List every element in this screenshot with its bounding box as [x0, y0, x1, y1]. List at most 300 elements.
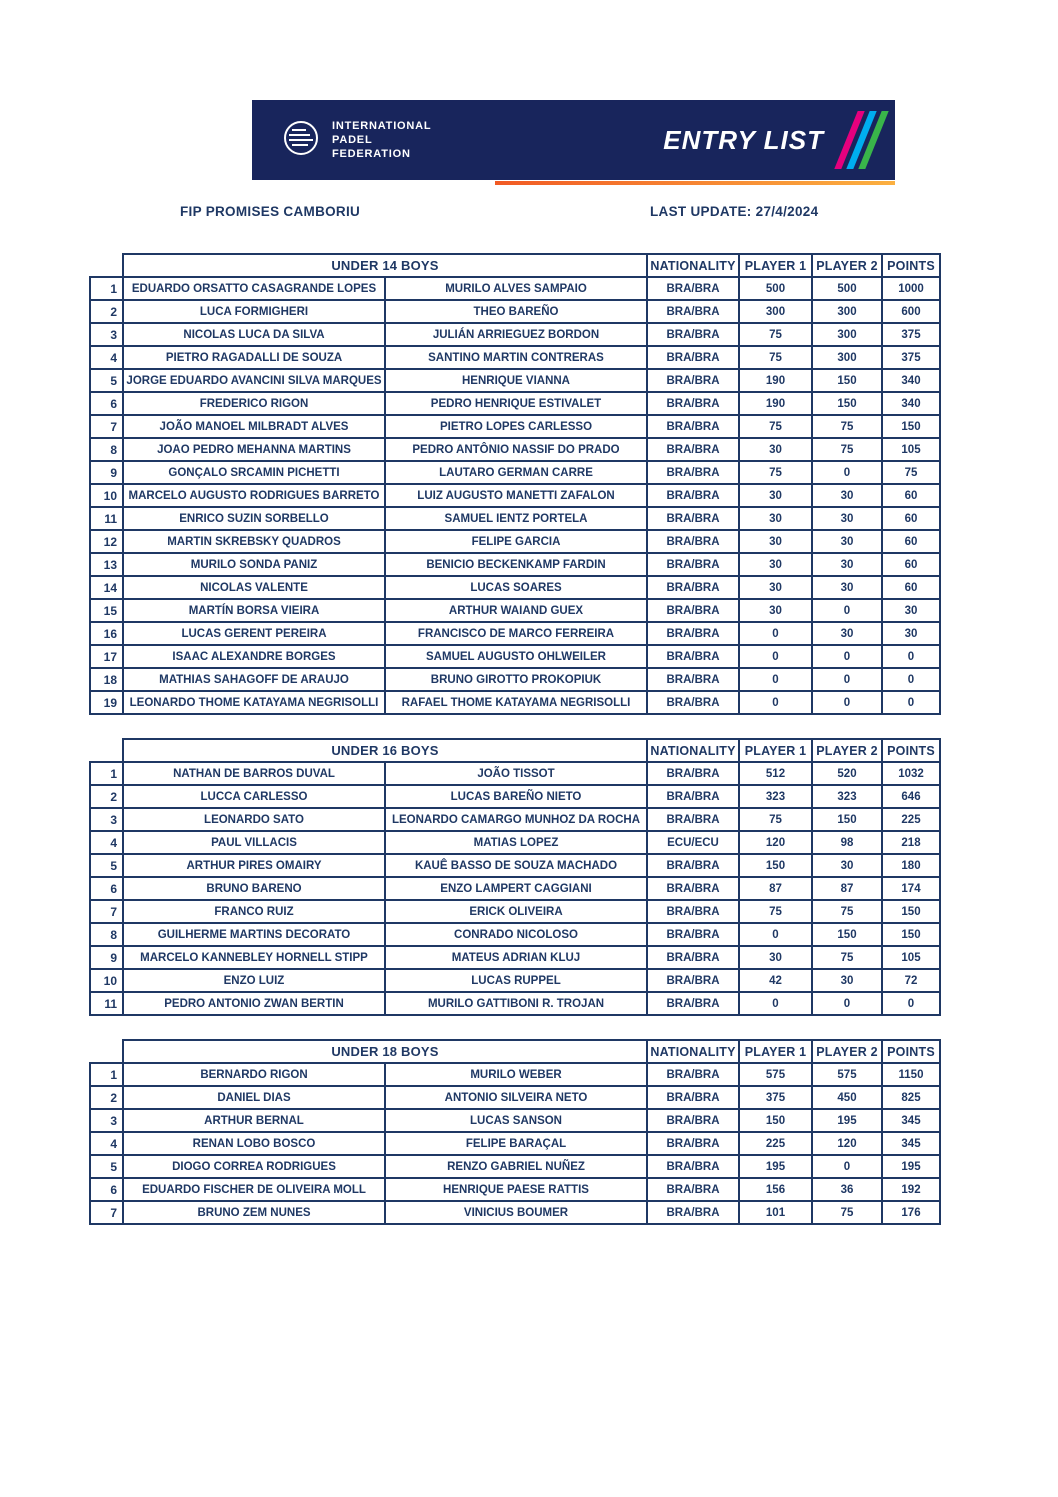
rank-cell: 15 — [90, 599, 123, 622]
rank-cell: 7 — [90, 415, 123, 438]
points-cell: 1150 — [882, 1063, 940, 1086]
col-player1: PLAYER 1 — [739, 254, 812, 277]
table-header-row — [90, 739, 940, 762]
player1-points-cell: 0 — [739, 923, 812, 946]
player2-points-cell: 75 — [812, 415, 882, 438]
nationality-cell: BRA/BRA — [647, 691, 739, 714]
player1-points-cell: 512 — [739, 762, 812, 785]
player1-points-cell: 0 — [739, 668, 812, 691]
player1-points-cell: 30 — [739, 530, 812, 553]
table-row — [90, 923, 940, 946]
table-row — [90, 576, 940, 599]
player2-name-cell: BENICIO BECKENKAMP FARDIN — [385, 553, 647, 576]
points-cell: 646 — [882, 785, 940, 808]
player2-name-cell: ARTHUR WAIAND GUEX — [385, 599, 647, 622]
points-cell: 192 — [882, 1178, 940, 1201]
table-row — [90, 900, 940, 923]
nationality-cell: BRA/BRA — [647, 1178, 739, 1201]
table-row — [90, 369, 940, 392]
rank-cell: 12 — [90, 530, 123, 553]
player2-name-cell: SAMUEL IENTZ PORTELA — [385, 507, 647, 530]
table-row — [90, 1086, 940, 1109]
player2-points-cell: 75 — [812, 438, 882, 461]
rank-cell: 18 — [90, 668, 123, 691]
table-row — [90, 622, 940, 645]
player1-name-cell: LUCCA CARLESSO — [123, 785, 385, 808]
player1-points-cell: 225 — [739, 1132, 812, 1155]
table-row — [90, 507, 940, 530]
player1-points-cell: 101 — [739, 1201, 812, 1224]
player2-name-cell: FELIPE BARAÇAL — [385, 1132, 647, 1155]
rank-cell: 11 — [90, 507, 123, 530]
nationality-cell: BRA/BRA — [647, 599, 739, 622]
player2-name-cell: LUCAS RUPPEL — [385, 969, 647, 992]
player2-name-cell: MATEUS ADRIAN KLUJ — [385, 946, 647, 969]
nationality-cell: BRA/BRA — [647, 369, 739, 392]
player2-points-cell: 30 — [812, 484, 882, 507]
player1-points-cell: 30 — [739, 553, 812, 576]
rank-header-spacer — [90, 254, 123, 277]
points-cell: 180 — [882, 854, 940, 877]
player2-name-cell: MURILO ALVES SAMPAIO — [385, 277, 647, 300]
rank-cell: 13 — [90, 553, 123, 576]
nationality-cell: ECU/ECU — [647, 831, 739, 854]
points-cell: 0 — [882, 992, 940, 1015]
rank-header-spacer — [90, 1040, 123, 1063]
rank-cell: 6 — [90, 877, 123, 900]
entry-list-box — [663, 100, 895, 180]
col-player1: PLAYER 1 — [739, 739, 812, 762]
nationality-cell: BRA/BRA — [647, 877, 739, 900]
player2-name-cell: RENZO GABRIEL NUÑEZ — [385, 1155, 647, 1178]
points-cell: 225 — [882, 808, 940, 831]
player2-points-cell: 30 — [812, 576, 882, 599]
meta-row — [0, 204, 1058, 224]
table-row — [90, 1132, 940, 1155]
nationality-cell: BRA/BRA — [647, 1109, 739, 1132]
col-player1: PLAYER 1 — [739, 1040, 812, 1063]
header-banner — [252, 100, 895, 180]
rank-cell: 2 — [90, 300, 123, 323]
table-row — [90, 461, 940, 484]
player1-name-cell: NICOLAS VALENTE — [123, 576, 385, 599]
player1-points-cell: 500 — [739, 277, 812, 300]
nationality-cell: BRA/BRA — [647, 900, 739, 923]
col-player2: PLAYER 2 — [812, 254, 882, 277]
nationality-cell: BRA/BRA — [647, 346, 739, 369]
player2-points-cell: 30 — [812, 969, 882, 992]
nationality-cell: BRA/BRA — [647, 668, 739, 691]
entry-list-title: ENTRY LIST — [663, 124, 824, 155]
player2-name-cell: JOÃO TISSOT — [385, 762, 647, 785]
player2-name-cell: CONRADO NICOLOSO — [385, 923, 647, 946]
table-row — [90, 484, 940, 507]
nationality-cell: BRA/BRA — [647, 854, 739, 877]
table-row — [90, 946, 940, 969]
rank-cell: 7 — [90, 900, 123, 923]
table-row — [90, 323, 940, 346]
rank-cell: 9 — [90, 461, 123, 484]
player1-points-cell: 323 — [739, 785, 812, 808]
table-row — [90, 553, 940, 576]
points-cell: 60 — [882, 553, 940, 576]
points-cell: 150 — [882, 415, 940, 438]
player2-points-cell: 75 — [812, 946, 882, 969]
points-cell: 0 — [882, 691, 940, 714]
player2-name-cell: PEDRO ANTÔNIO NASSIF DO PRADO — [385, 438, 647, 461]
player2-points-cell: 75 — [812, 900, 882, 923]
player2-points-cell: 520 — [812, 762, 882, 785]
table-row — [90, 415, 940, 438]
rank-header-spacer — [90, 739, 123, 762]
player1-points-cell: 0 — [739, 691, 812, 714]
col-player2: PLAYER 2 — [812, 739, 882, 762]
player2-points-cell: 323 — [812, 785, 882, 808]
col-points: POINTS — [882, 254, 940, 277]
player1-points-cell: 190 — [739, 392, 812, 415]
player1-name-cell: ARTHUR PIRES OMAIRY — [123, 854, 385, 877]
nationality-cell: BRA/BRA — [647, 923, 739, 946]
player2-name-cell: RAFAEL THOME KATAYAMA NEGRISOLLI — [385, 691, 647, 714]
table-row — [90, 1155, 940, 1178]
points-cell: 1000 — [882, 277, 940, 300]
nationality-cell: BRA/BRA — [647, 645, 739, 668]
player2-name-cell: ERICK OLIVEIRA — [385, 900, 647, 923]
points-cell: 375 — [882, 323, 940, 346]
player1-name-cell: LEONARDO THOME KATAYAMA NEGRISOLLI — [123, 691, 385, 714]
rank-cell: 2 — [90, 1086, 123, 1109]
rank-cell: 6 — [90, 1178, 123, 1201]
player1-points-cell: 0 — [739, 622, 812, 645]
player2-points-cell: 0 — [812, 992, 882, 1015]
col-nationality: NATIONALITY — [647, 1040, 739, 1063]
player1-name-cell: RENAN LOBO BOSCO — [123, 1132, 385, 1155]
nationality-cell: BRA/BRA — [647, 392, 739, 415]
player2-name-cell: PIETRO LOPES CARLESSO — [385, 415, 647, 438]
player2-name-cell: ANTONIO SILVEIRA NETO — [385, 1086, 647, 1109]
points-cell: 105 — [882, 946, 940, 969]
points-cell: 340 — [882, 369, 940, 392]
player2-name-cell: ENZO LAMPERT CAGGIANI — [385, 877, 647, 900]
table-row — [90, 1063, 940, 1086]
table-row — [90, 785, 940, 808]
player2-points-cell: 150 — [812, 392, 882, 415]
logo-line-1: INTERNATIONAL — [332, 119, 432, 132]
points-cell: 72 — [882, 969, 940, 992]
table-row — [90, 277, 940, 300]
points-cell: 30 — [882, 622, 940, 645]
table-row — [90, 668, 940, 691]
points-cell: 105 — [882, 438, 940, 461]
rank-cell: 10 — [90, 484, 123, 507]
nationality-cell: BRA/BRA — [647, 530, 739, 553]
entry-table-under-14-boys — [89, 253, 941, 715]
table-row — [90, 969, 940, 992]
player1-points-cell: 30 — [739, 484, 812, 507]
player2-name-cell: HENRIQUE PAESE RATTIS — [385, 1178, 647, 1201]
player1-name-cell: FREDERICO RIGON — [123, 392, 385, 415]
player2-points-cell: 150 — [812, 808, 882, 831]
table-title: UNDER 16 BOYS — [123, 739, 647, 762]
player1-name-cell: PIETRO RAGADALLI DE SOUZA — [123, 346, 385, 369]
player2-points-cell: 0 — [812, 645, 882, 668]
player2-points-cell: 575 — [812, 1063, 882, 1086]
points-cell: 0 — [882, 668, 940, 691]
player2-points-cell: 0 — [812, 461, 882, 484]
player1-points-cell: 75 — [739, 461, 812, 484]
player2-name-cell: MURILO WEBER — [385, 1063, 647, 1086]
player2-points-cell: 120 — [812, 1132, 882, 1155]
player2-name-cell: SAMUEL AUGUSTO OHLWEILER — [385, 645, 647, 668]
table-row — [90, 438, 940, 461]
points-cell: 60 — [882, 507, 940, 530]
player1-name-cell: LUCA FORMIGHERI — [123, 300, 385, 323]
player2-points-cell: 0 — [812, 1155, 882, 1178]
player2-name-cell: MATIAS LOPEZ — [385, 831, 647, 854]
player1-points-cell: 156 — [739, 1178, 812, 1201]
player1-name-cell: JOAO PEDRO MEHANNA MARTINS — [123, 438, 385, 461]
player2-points-cell: 0 — [812, 668, 882, 691]
player2-points-cell: 450 — [812, 1086, 882, 1109]
points-cell: 340 — [882, 392, 940, 415]
player1-name-cell: JORGE EDUARDO AVANCINI SILVA MARQUES — [123, 369, 385, 392]
rank-cell: 2 — [90, 785, 123, 808]
player1-points-cell: 300 — [739, 300, 812, 323]
player1-points-cell: 150 — [739, 854, 812, 877]
player1-name-cell: PAUL VILLACIS — [123, 831, 385, 854]
rank-cell: 17 — [90, 645, 123, 668]
player1-points-cell: 30 — [739, 946, 812, 969]
rank-cell: 1 — [90, 1063, 123, 1086]
ipf-logo-icon — [280, 117, 322, 164]
player2-name-cell: LUCAS SOARES — [385, 576, 647, 599]
rank-cell: 3 — [90, 1109, 123, 1132]
nationality-cell: BRA/BRA — [647, 323, 739, 346]
player1-points-cell: 0 — [739, 645, 812, 668]
rank-cell: 14 — [90, 576, 123, 599]
ipf-logo — [252, 117, 431, 164]
table-row — [90, 992, 940, 1015]
table-row — [90, 1178, 940, 1201]
player2-name-cell: VINICIUS BOUMER — [385, 1201, 647, 1224]
nationality-cell: BRA/BRA — [647, 461, 739, 484]
nationality-cell: BRA/BRA — [647, 507, 739, 530]
player1-name-cell: PEDRO ANTONIO ZWAN BERTIN — [123, 992, 385, 1015]
player1-name-cell: DIOGO CORREA RODRIGUES — [123, 1155, 385, 1178]
player2-points-cell: 300 — [812, 300, 882, 323]
table-row — [90, 346, 940, 369]
player2-name-cell: PEDRO HENRIQUE ESTIVALET — [385, 392, 647, 415]
player2-name-cell: THEO BAREÑO — [385, 300, 647, 323]
rank-cell: 6 — [90, 392, 123, 415]
player2-name-cell: KAUÊ BASSO DE SOUZA MACHADO — [385, 854, 647, 877]
nationality-cell: BRA/BRA — [647, 762, 739, 785]
player1-points-cell: 375 — [739, 1086, 812, 1109]
player1-name-cell: GUILHERME MARTINS DECORATO — [123, 923, 385, 946]
nationality-cell: BRA/BRA — [647, 969, 739, 992]
rank-cell: 3 — [90, 323, 123, 346]
rank-cell: 9 — [90, 946, 123, 969]
logo-line-3: FEDERATION — [332, 148, 411, 161]
player1-points-cell: 30 — [739, 507, 812, 530]
rank-cell: 16 — [90, 622, 123, 645]
player1-name-cell: MARCELO AUGUSTO RODRIGUES BARRETO — [123, 484, 385, 507]
player1-name-cell: LEONARDO SATO — [123, 808, 385, 831]
player1-points-cell: 0 — [739, 992, 812, 1015]
player2-name-cell: SANTINO MARTIN CONTRERAS — [385, 346, 647, 369]
table-header-row — [90, 1040, 940, 1063]
player2-name-cell: HENRIQUE VIANNA — [385, 369, 647, 392]
logo-line-2: PADEL — [332, 133, 373, 146]
player1-name-cell: MARTÍN BORSA VIEIRA — [123, 599, 385, 622]
points-cell: 60 — [882, 484, 940, 507]
player1-name-cell: MURILO SONDA PANIZ — [123, 553, 385, 576]
col-nationality: NATIONALITY — [647, 254, 739, 277]
table-row — [90, 691, 940, 714]
nationality-cell: BRA/BRA — [647, 1132, 739, 1155]
player1-points-cell: 75 — [739, 346, 812, 369]
player2-points-cell: 0 — [812, 599, 882, 622]
player2-name-cell: JULIÁN ARRIEGUEZ BORDON — [385, 323, 647, 346]
player1-name-cell: JOÃO MANOEL MILBRADT ALVES — [123, 415, 385, 438]
table-row — [90, 1201, 940, 1224]
event-title: FIP PROMISES CAMBORIU — [180, 204, 361, 219]
table-row — [90, 854, 940, 877]
rank-cell: 5 — [90, 854, 123, 877]
player2-points-cell: 75 — [812, 1201, 882, 1224]
entry-table-under-18-boys — [89, 1039, 941, 1225]
points-cell: 600 — [882, 300, 940, 323]
nationality-cell: BRA/BRA — [647, 300, 739, 323]
rank-cell: 7 — [90, 1201, 123, 1224]
points-cell: 176 — [882, 1201, 940, 1224]
player1-points-cell: 575 — [739, 1063, 812, 1086]
player1-points-cell: 87 — [739, 877, 812, 900]
rank-cell: 8 — [90, 923, 123, 946]
player2-points-cell: 30 — [812, 622, 882, 645]
player1-points-cell: 195 — [739, 1155, 812, 1178]
points-cell: 174 — [882, 877, 940, 900]
player2-points-cell: 30 — [812, 553, 882, 576]
table-row — [90, 599, 940, 622]
player2-name-cell: LUCAS BAREÑO NIETO — [385, 785, 647, 808]
col-points: POINTS — [882, 1040, 940, 1063]
nationality-cell: BRA/BRA — [647, 1063, 739, 1086]
player1-points-cell: 150 — [739, 1109, 812, 1132]
player1-points-cell: 42 — [739, 969, 812, 992]
player1-name-cell: BERNARDO RIGON — [123, 1063, 385, 1086]
player1-points-cell: 30 — [739, 438, 812, 461]
points-cell: 825 — [882, 1086, 940, 1109]
player1-name-cell: LUCAS GERENT PEREIRA — [123, 622, 385, 645]
player2-points-cell: 300 — [812, 346, 882, 369]
table-title: UNDER 14 BOYS — [123, 254, 647, 277]
table-row — [90, 300, 940, 323]
table-title: UNDER 18 BOYS — [123, 1040, 647, 1063]
player1-name-cell: MARTIN SKREBSKY QUADROS — [123, 530, 385, 553]
nationality-cell: BRA/BRA — [647, 1201, 739, 1224]
table-row — [90, 831, 940, 854]
player2-name-cell: BRUNO GIROTTO PROKOPIUK — [385, 668, 647, 691]
player1-points-cell: 30 — [739, 576, 812, 599]
table-row — [90, 392, 940, 415]
points-cell: 195 — [882, 1155, 940, 1178]
nationality-cell: BRA/BRA — [647, 992, 739, 1015]
player1-name-cell: MARCELO KANNEBLEY HORNELL STIPP — [123, 946, 385, 969]
player1-name-cell: EDUARDO FISCHER DE OLIVEIRA MOLL — [123, 1178, 385, 1201]
player1-name-cell: BRUNO ZEM NUNES — [123, 1201, 385, 1224]
player1-name-cell: BRUNO BARENO — [123, 877, 385, 900]
table-row — [90, 762, 940, 785]
rank-cell: 19 — [90, 691, 123, 714]
points-cell: 75 — [882, 461, 940, 484]
rank-cell: 4 — [90, 346, 123, 369]
player1-name-cell: MATHIAS SAHAGOFF DE ARAUJO — [123, 668, 385, 691]
rank-cell: 8 — [90, 438, 123, 461]
points-cell: 150 — [882, 923, 940, 946]
player2-name-cell: MURILO GATTIBONI R. TROJAN — [385, 992, 647, 1015]
points-cell: 345 — [882, 1109, 940, 1132]
entry-table-under-16-boys — [89, 738, 941, 1016]
points-cell: 60 — [882, 576, 940, 599]
player2-points-cell: 30 — [812, 507, 882, 530]
rank-cell: 1 — [90, 762, 123, 785]
rank-cell: 5 — [90, 1155, 123, 1178]
nationality-cell: BRA/BRA — [647, 576, 739, 599]
nationality-cell: BRA/BRA — [647, 277, 739, 300]
points-cell: 0 — [882, 645, 940, 668]
player2-points-cell: 87 — [812, 877, 882, 900]
player2-points-cell: 36 — [812, 1178, 882, 1201]
table-row — [90, 645, 940, 668]
player2-name-cell: LUIZ AUGUSTO MANETTI ZAFALON — [385, 484, 647, 507]
rank-cell: 11 — [90, 992, 123, 1015]
nationality-cell: BRA/BRA — [647, 808, 739, 831]
nationality-cell: BRA/BRA — [647, 438, 739, 461]
nationality-cell: BRA/BRA — [647, 946, 739, 969]
nationality-cell: BRA/BRA — [647, 622, 739, 645]
rank-cell: 1 — [90, 277, 123, 300]
player1-name-cell: NATHAN DE BARROS DUVAL — [123, 762, 385, 785]
player2-name-cell: FELIPE GARCIA — [385, 530, 647, 553]
points-cell: 60 — [882, 530, 940, 553]
player1-points-cell: 190 — [739, 369, 812, 392]
player1-name-cell: GONÇALO SRCAMIN PICHETTI — [123, 461, 385, 484]
points-cell: 1032 — [882, 762, 940, 785]
player2-name-cell: LAUTARO GERMAN CARRE — [385, 461, 647, 484]
table-header-row — [90, 254, 940, 277]
player1-points-cell: 75 — [739, 415, 812, 438]
nationality-cell: BRA/BRA — [647, 553, 739, 576]
nationality-cell: BRA/BRA — [647, 415, 739, 438]
col-player2: PLAYER 2 — [812, 1040, 882, 1063]
player2-points-cell: 300 — [812, 323, 882, 346]
player2-points-cell: 98 — [812, 831, 882, 854]
player2-points-cell: 30 — [812, 530, 882, 553]
table-row — [90, 530, 940, 553]
nationality-cell: BRA/BRA — [647, 1086, 739, 1109]
player2-points-cell: 195 — [812, 1109, 882, 1132]
player2-name-cell: LEONARDO CAMARGO MUNHOZ DA ROCHA — [385, 808, 647, 831]
rank-cell: 10 — [90, 969, 123, 992]
table-row — [90, 808, 940, 831]
player2-name-cell: LUCAS SANSON — [385, 1109, 647, 1132]
player1-name-cell: FRANCO RUIZ — [123, 900, 385, 923]
player1-points-cell: 75 — [739, 808, 812, 831]
col-nationality: NATIONALITY — [647, 739, 739, 762]
last-update-label: LAST UPDATE: 27/4/2024 — [650, 204, 819, 219]
rank-cell: 3 — [90, 808, 123, 831]
